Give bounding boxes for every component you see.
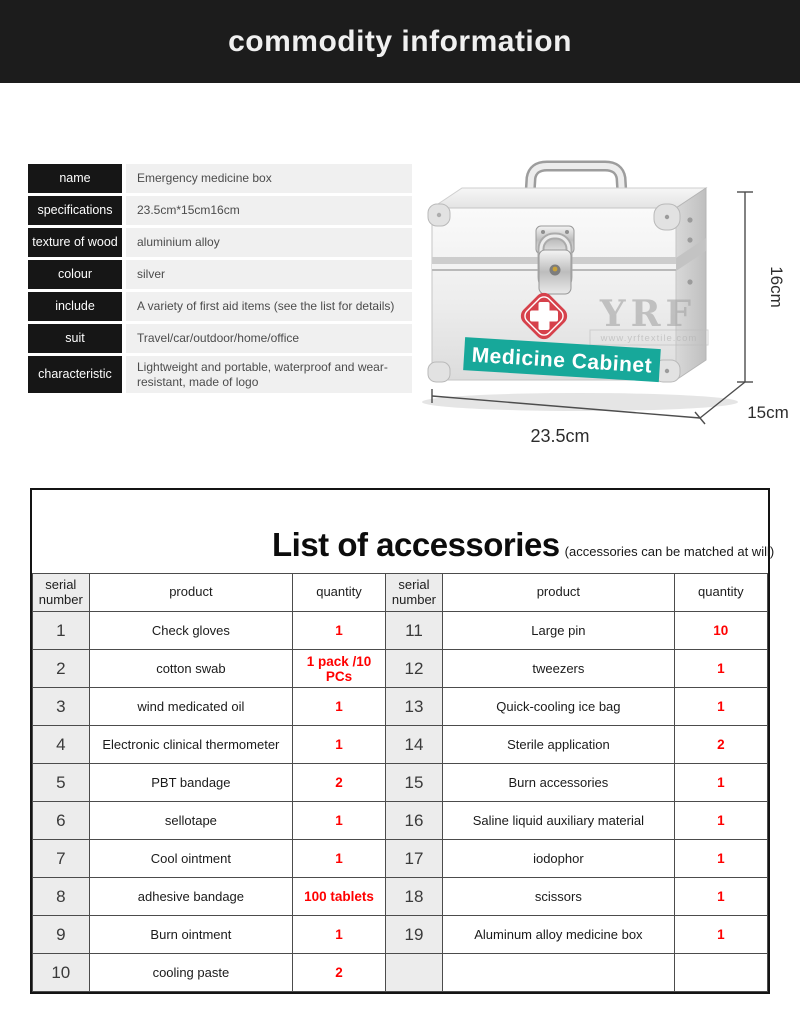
quantity-cell: 1 xyxy=(674,688,767,726)
quantity-cell: 2 xyxy=(674,726,767,764)
serial-number-cell: 18 xyxy=(385,878,442,916)
quantity-cell: 1 xyxy=(293,612,386,650)
product-cell: cooling paste xyxy=(89,954,293,992)
quantity-cell: 1 xyxy=(293,802,386,840)
spec-label: specifications xyxy=(28,196,122,225)
serial-number-cell: 12 xyxy=(385,650,442,688)
serial-number-cell: 2 xyxy=(33,650,90,688)
accessories-row xyxy=(33,764,768,802)
accessories-panel xyxy=(30,488,775,994)
product-cell: scissors xyxy=(443,878,675,916)
quantity-cell: 1 xyxy=(293,688,386,726)
accessories-row xyxy=(33,802,768,840)
accessories-title-row xyxy=(32,490,775,573)
product-cell: adhesive bandage xyxy=(89,878,293,916)
col-header-product: product xyxy=(443,574,675,612)
spec-label: characteristic xyxy=(28,356,122,393)
serial-number-cell: 14 xyxy=(385,726,442,764)
spec-table xyxy=(28,164,412,396)
quantity-cell: 1 xyxy=(674,840,767,878)
serial-number-cell: 9 xyxy=(33,916,90,954)
dim-height-label: 16cm xyxy=(767,266,786,308)
product-cell: sellotape xyxy=(89,802,293,840)
serial-number-cell: 15 xyxy=(385,764,442,802)
serial-number-cell: 8 xyxy=(33,878,90,916)
product-cell: Saline liquid auxiliary material xyxy=(443,802,675,840)
spec-label: suit xyxy=(28,324,122,353)
serial-number-cell: 3 xyxy=(33,688,90,726)
quantity-cell: 2 xyxy=(293,954,386,992)
quantity-cell: 1 xyxy=(674,802,767,840)
accessories-row xyxy=(33,954,768,992)
serial-number-cell: 4 xyxy=(33,726,90,764)
accessories-row xyxy=(33,878,768,916)
product-cell: Burn ointment xyxy=(89,916,293,954)
spec-row xyxy=(28,292,412,321)
col-header-quantity: quantity xyxy=(674,574,767,612)
banner-text: Medicine Cabinet xyxy=(471,343,653,378)
product-cell: iodophor xyxy=(443,840,675,878)
serial-number-cell xyxy=(385,954,442,992)
accessories-row xyxy=(33,726,768,764)
dim-width-label: 23.5cm xyxy=(530,426,590,446)
accessories-row xyxy=(33,650,768,688)
spec-label: name xyxy=(28,164,122,193)
product-cell: PBT bandage xyxy=(89,764,293,802)
quantity-cell: 1 xyxy=(674,878,767,916)
serial-number-cell: 17 xyxy=(385,840,442,878)
serial-number-cell: 6 xyxy=(33,802,90,840)
col-header-serial-number: serial number xyxy=(385,574,442,612)
product-cell: Aluminum alloy medicine box xyxy=(443,916,675,954)
accessories-row xyxy=(33,840,768,878)
accessories-row xyxy=(33,916,768,954)
spec-label: texture of wood xyxy=(28,228,122,257)
serial-number-cell: 1 xyxy=(33,612,90,650)
serial-number-cell: 5 xyxy=(33,764,90,802)
col-header-quantity: quantity xyxy=(293,574,386,612)
watermark-url-text: www.yrftextile.com xyxy=(600,333,698,344)
col-header-serial-number: serial number xyxy=(33,574,90,612)
product-cell: Quick-cooling ice bag xyxy=(443,688,675,726)
spec-label: colour xyxy=(28,260,122,289)
side-rivet xyxy=(687,217,692,222)
spec-value: A variety of first aid items (see the list for details) xyxy=(126,292,412,321)
accessories-subtitle: (accessories can be matched at will) xyxy=(564,544,775,559)
spec-value: Emergency medicine box xyxy=(126,164,412,193)
box-latch xyxy=(536,226,574,294)
quantity-cell: 1 pack /10 PCs xyxy=(293,650,386,688)
side-rivet xyxy=(687,237,692,242)
page-title: commodity information xyxy=(228,24,572,58)
watermark-brand-text: YRF xyxy=(599,293,697,335)
product-photo xyxy=(408,130,800,460)
dim-depth-label: 15cm xyxy=(747,403,789,422)
spec-row xyxy=(28,324,412,353)
spec-value: Travel/car/outdoor/home/office xyxy=(126,324,412,353)
quantity-cell: 1 xyxy=(293,916,386,954)
product-cell: cotton swab xyxy=(89,650,293,688)
quantity-cell: 10 xyxy=(674,612,767,650)
serial-number-cell: 10 xyxy=(33,954,90,992)
spec-row xyxy=(28,196,412,225)
spec-row xyxy=(28,228,412,257)
spec-row xyxy=(28,164,412,193)
quantity-cell: 2 xyxy=(293,764,386,802)
spec-value: 23.5cm*15cm16cm xyxy=(126,196,412,225)
quantity-cell: 100 tablets xyxy=(293,878,386,916)
product-cell: Cool ointment xyxy=(89,840,293,878)
col-header-product: product xyxy=(89,574,293,612)
commodity-information-banner xyxy=(0,0,800,83)
product-cell: Large pin xyxy=(443,612,675,650)
accessories-title: List of accessories xyxy=(272,526,560,563)
accessories-table-body xyxy=(33,612,768,992)
accessories-row xyxy=(33,688,768,726)
product-cell: Sterile application xyxy=(443,726,675,764)
accessories-row xyxy=(33,612,768,650)
accessories-table xyxy=(32,573,768,992)
spec-row xyxy=(28,260,412,289)
product-cell xyxy=(443,954,675,992)
product-cell: Burn accessories xyxy=(443,764,675,802)
medicine-box-illustration xyxy=(422,166,738,411)
serial-number-cell: 19 xyxy=(385,916,442,954)
spec-row xyxy=(28,356,412,393)
quantity-cell: 1 xyxy=(293,840,386,878)
serial-number-cell: 13 xyxy=(385,688,442,726)
serial-number-cell: 7 xyxy=(33,840,90,878)
serial-number-cell: 16 xyxy=(385,802,442,840)
quantity-cell: 1 xyxy=(674,916,767,954)
product-cell: wind medicated oil xyxy=(89,688,293,726)
product-cell: Electronic clinical thermometer xyxy=(89,726,293,764)
spec-value: silver xyxy=(126,260,412,289)
corner-rivet xyxy=(665,369,669,373)
spec-value: Lightweight and portable, waterproof and wear-resistant, made of logo xyxy=(126,356,412,393)
corner-rivet xyxy=(665,215,669,219)
spec-value: aluminium alloy xyxy=(126,228,412,257)
brand-watermark xyxy=(590,293,708,345)
product-cell: tweezers xyxy=(443,650,675,688)
quantity-cell: 1 xyxy=(674,650,767,688)
quantity-cell xyxy=(674,954,767,992)
product-cell: Check gloves xyxy=(89,612,293,650)
side-rivet xyxy=(687,279,692,284)
serial-number-cell: 11 xyxy=(385,612,442,650)
accessories-header-row xyxy=(33,574,768,612)
quantity-cell: 1 xyxy=(293,726,386,764)
spec-label: include xyxy=(28,292,122,321)
corner-rivet xyxy=(437,213,441,217)
quantity-cell: 1 xyxy=(674,764,767,802)
